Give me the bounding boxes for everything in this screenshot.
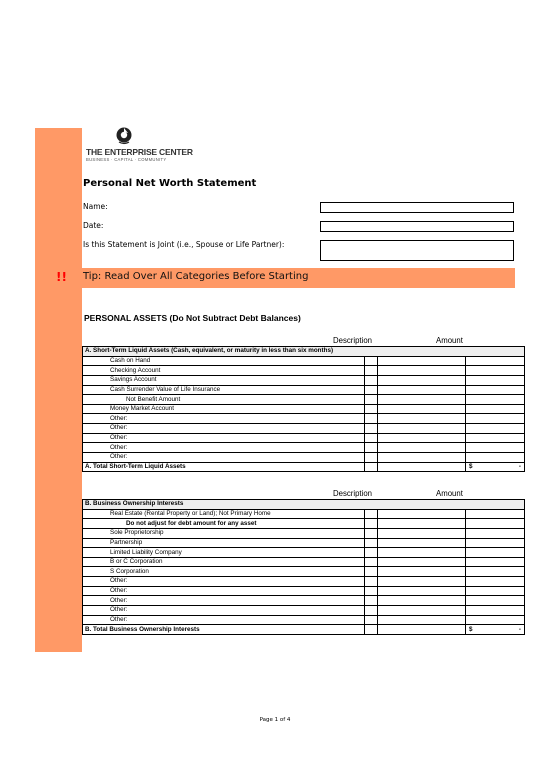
description-cell[interactable]: [378, 519, 466, 529]
row-label: Sole Proprietorship: [83, 528, 365, 538]
row-label: Do not adjust for debt amount for any asset: [83, 519, 365, 529]
date-field[interactable]: [320, 221, 514, 232]
section-a-header: A. Short-Term Liquid Assets (Cash, equivalent, or maturity in less than six months): [83, 347, 525, 357]
amount-column-header-b: Amount: [436, 489, 463, 498]
table-row: [83, 404, 525, 414]
amount-cell[interactable]: [466, 615, 525, 625]
description-cell[interactable]: [378, 433, 466, 443]
description-cell[interactable]: [378, 586, 466, 596]
page-footer: Page 1 of 4: [259, 717, 291, 723]
row-label: Other:: [83, 424, 365, 434]
section-b-header: B. Business Ownership Interests: [83, 500, 525, 510]
amount-cell[interactable]: [466, 433, 525, 443]
flag-cell[interactable]: [365, 424, 378, 434]
logo-title: THE ENTERPRISE CENTER: [86, 147, 193, 157]
amount-cell[interactable]: [466, 453, 525, 463]
description-cell[interactable]: [378, 577, 466, 587]
amount-cell[interactable]: [466, 548, 525, 558]
table-row: [83, 509, 525, 519]
description-cell[interactable]: [378, 395, 466, 405]
flag-cell[interactable]: [365, 433, 378, 443]
amount-cell[interactable]: [466, 586, 525, 596]
total-flag-cell: [365, 625, 378, 635]
description-column-header-b: Description: [333, 489, 372, 498]
table-row: [83, 528, 525, 538]
row-label: S Corporation: [83, 567, 365, 577]
row-label: Other:: [83, 596, 365, 606]
table-row: [83, 615, 525, 625]
flag-cell[interactable]: [365, 586, 378, 596]
row-label: Other:: [83, 586, 365, 596]
table-row: [83, 433, 525, 443]
row-label: Other:: [83, 414, 365, 424]
flag-cell[interactable]: [365, 375, 378, 385]
amount-cell[interactable]: [466, 385, 525, 395]
table-row: [83, 424, 525, 434]
row-label: Checking Account: [83, 366, 365, 376]
description-cell[interactable]: [378, 606, 466, 616]
description-column-header-a: Description: [333, 336, 372, 345]
description-cell[interactable]: [378, 375, 466, 385]
flag-cell[interactable]: [365, 577, 378, 587]
joint-field[interactable]: [320, 240, 514, 261]
table-row: [83, 366, 525, 376]
section-a-total-label: A. Total Short-Term Liquid Assets: [83, 462, 365, 472]
amount-cell[interactable]: [466, 375, 525, 385]
flag-cell[interactable]: [365, 395, 378, 405]
total-flag-cell: [365, 462, 378, 472]
description-cell[interactable]: [378, 567, 466, 577]
amount-cell[interactable]: [466, 356, 525, 366]
flag-cell[interactable]: [365, 606, 378, 616]
flag-cell[interactable]: [365, 509, 378, 519]
description-cell[interactable]: [378, 596, 466, 606]
flag-cell[interactable]: [365, 557, 378, 567]
row-label: Other:: [83, 577, 365, 587]
section-a-table: [82, 346, 525, 472]
amount-cell[interactable]: [466, 596, 525, 606]
row-label: Other:: [83, 606, 365, 616]
row-label: Money Market Account: [83, 404, 365, 414]
section-a-total-row: [83, 462, 525, 472]
description-cell[interactable]: [378, 414, 466, 424]
document-title: Personal Net Worth Statement: [83, 178, 257, 189]
amount-cell[interactable]: [466, 366, 525, 376]
flag-cell[interactable]: [365, 567, 378, 577]
flag-cell[interactable]: [365, 528, 378, 538]
row-label: Other:: [83, 433, 365, 443]
section-a-total-value: [466, 462, 525, 472]
table-row: [83, 375, 525, 385]
flag-cell[interactable]: [365, 548, 378, 558]
description-cell[interactable]: [378, 404, 466, 414]
table-row: [83, 577, 525, 587]
flag-cell[interactable]: [365, 356, 378, 366]
amount-cell[interactable]: [466, 443, 525, 453]
row-label: Other:: [83, 443, 365, 453]
amount-column-header-a: Amount: [436, 336, 463, 345]
table-row: [83, 414, 525, 424]
date-label: Date:: [83, 221, 104, 230]
table-row: [83, 586, 525, 596]
tip-text: Tip: Read Over All Categories Before Starting: [83, 271, 309, 282]
flag-cell[interactable]: [365, 366, 378, 376]
table-row: [83, 567, 525, 577]
flag-cell[interactable]: [365, 596, 378, 606]
description-cell[interactable]: [378, 366, 466, 376]
enterprise-logo-mark-icon: [116, 127, 132, 145]
amount-cell[interactable]: [466, 606, 525, 616]
amount-cell[interactable]: [466, 509, 525, 519]
table-row: [83, 548, 525, 558]
amount-cell[interactable]: [466, 528, 525, 538]
description-cell[interactable]: [378, 453, 466, 463]
logo-subtitle: BUSINESS · CAPITAL · COMMUNITY: [86, 157, 167, 162]
amount-cell[interactable]: [466, 424, 525, 434]
description-cell[interactable]: [378, 356, 466, 366]
flag-cell[interactable]: [365, 453, 378, 463]
joint-label: Is this Statement is Joint (i.e., Spouse or Life Partner):: [83, 240, 285, 249]
description-cell[interactable]: [378, 615, 466, 625]
amount-cell[interactable]: [466, 538, 525, 548]
flag-cell[interactable]: [365, 404, 378, 414]
amount-cell[interactable]: [466, 567, 525, 577]
left-accent-bar: [35, 128, 82, 652]
amount-cell[interactable]: [466, 519, 525, 529]
table-row: [83, 519, 525, 529]
section-b-header-row: [83, 500, 525, 510]
section-b-table: [82, 499, 525, 635]
table-row: [83, 395, 525, 405]
section-b-total-row: [83, 625, 525, 635]
flag-cell[interactable]: [365, 385, 378, 395]
description-cell[interactable]: [378, 443, 466, 453]
section-b-total-value: [466, 625, 525, 635]
enterprise-center-logo: [86, 127, 206, 167]
table-row: [83, 385, 525, 395]
amount-cell[interactable]: [466, 557, 525, 567]
description-cell[interactable]: [378, 424, 466, 434]
row-label: Other:: [83, 615, 365, 625]
personal-assets-heading: PERSONAL ASSETS (Do Not Subtract Debt Balances): [84, 313, 301, 323]
flag-cell[interactable]: [365, 519, 378, 529]
description-cell[interactable]: [378, 557, 466, 567]
tip-alert-icon: !!: [56, 270, 67, 284]
name-label: Name:: [83, 202, 108, 211]
description-cell[interactable]: [378, 538, 466, 548]
amount-cell[interactable]: [466, 404, 525, 414]
section-a-header-row: [83, 347, 525, 357]
table-row: [83, 453, 525, 463]
table-row: [83, 596, 525, 606]
currency-symbol: $: [469, 463, 473, 470]
amount-cell[interactable]: [466, 577, 525, 587]
row-label: Cash Surrender Value of Life Insurance: [83, 385, 365, 395]
section-b-total-label: B. Total Business Ownership Interests: [83, 625, 365, 635]
row-label: Cash on Hand: [83, 356, 365, 366]
total-amount: -: [518, 463, 521, 470]
row-label: Limited Liability Company: [83, 548, 365, 558]
total-description-cell: [378, 462, 466, 472]
row-label: Real Estate (Rental Property or Land); Not Primary Home: [83, 509, 365, 519]
table-row: [83, 443, 525, 453]
description-cell[interactable]: [378, 509, 466, 519]
total-amount: -: [518, 625, 521, 633]
flag-cell[interactable]: [365, 414, 378, 424]
description-cell[interactable]: [378, 548, 466, 558]
description-cell[interactable]: [378, 528, 466, 538]
row-label: Savings Account: [83, 375, 365, 385]
row-label: Partnership: [83, 538, 365, 548]
row-label: B or C Corporation: [83, 557, 365, 567]
amount-cell[interactable]: [466, 414, 525, 424]
name-field[interactable]: [320, 202, 514, 213]
flag-cell[interactable]: [365, 615, 378, 625]
row-label: Not Benefit Amount: [83, 395, 365, 405]
table-row: [83, 356, 525, 366]
description-cell[interactable]: [378, 385, 466, 395]
total-description-cell: [378, 625, 466, 635]
row-label: Other:: [83, 453, 365, 463]
currency-symbol: $: [469, 625, 473, 633]
table-row: [83, 538, 525, 548]
flag-cell[interactable]: [365, 443, 378, 453]
table-row: [83, 557, 525, 567]
table-row: [83, 606, 525, 616]
flag-cell[interactable]: [365, 538, 378, 548]
amount-cell[interactable]: [466, 395, 525, 405]
